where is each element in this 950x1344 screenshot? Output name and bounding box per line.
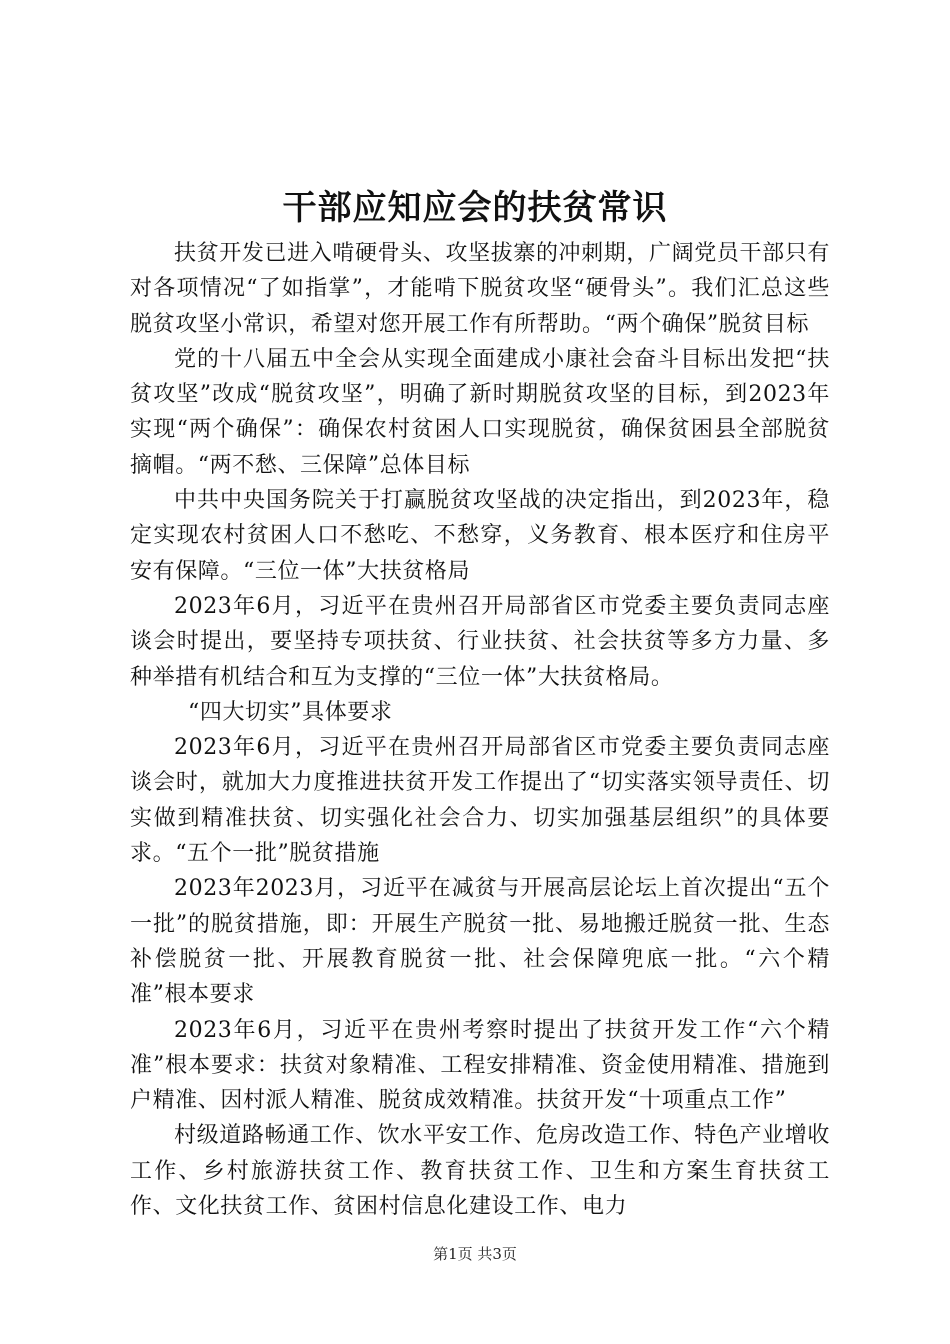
paragraph-three-in-one: 2023年6月，习近平在贵州召开局部省区市党委主要负责同志座谈会时提出，要坚持专项扶贫、行业扶贫、社会扶贫等多方力量、多种举措有机结合和互为支撑的“三位一体”大扶贫格局。 xyxy=(130,593,830,690)
paragraph-two-ensures: 党的十八届五中全会从实现全面建成小康社会奋斗目标出发把“扶贫攻坚”改成“脱贫攻坚”，明确了新时期脱贫攻坚的目标，到2023年实现“两个确保”：确保农村贫困人口实现脱贫，确保贫困县全部脱贫摘帽。“两不愁、三保障”总体目标 xyxy=(130,346,830,478)
paragraph-four-requirements-heading: “四大切实”具体要求 xyxy=(188,699,393,725)
paragraph-four-requirements: 2023年6月，习近平在贵州召开局部省区市党委主要负责同志座谈会时，就加大力度推进扶贫开发工作提出了“切实落实领导责任、切实做到精准扶贫、切实强化社会合力、切实加强基层组织”的具体要求。“五个一批”脱贫措施 xyxy=(130,735,830,867)
document-title: 干部应知应会的扶贫常识 xyxy=(282,188,668,228)
document-body xyxy=(130,236,830,1224)
paragraph-two-no-worries: 中共中央国务院关于打赢脱贫攻坚战的决定指出，到2023年，稳定实现农村贫困人口不愁吃、不愁穿，义务教育、根本医疗和住房平安有保障。“三位一体”大扶贫格局 xyxy=(130,488,830,584)
paragraph-five-batches: 2023年2023月，习近平在减贫与开展高层论坛上首次提出“五个一批”的脱贫措施，即：开展生产脱贫一批、易地搬迁脱贫一批、生态补偿脱贫一批、开展教育脱贫一批、社会保障兜底一批。“六个精准”根本要求 xyxy=(130,876,830,1008)
paragraph-six-precise: 2023年6月，习近平在贵州考察时提出了扶贫开发工作“六个精准”根本要求：扶贫对象精准、工程安排精准、资金使用精准、措施到户精准、因村派人精准、脱贫成效精准。扶贫开发“十项重点工作” xyxy=(130,1017,830,1114)
paragraph-ten-key-tasks: 村级道路畅通工作、饮水平安工作、危房改造工作、特色产业增收工作、乡村旅游扶贫工作、教育扶贫工作、卫生和方案生育扶贫工作、文化扶贫工作、贫困村信息化建设工作、电力 xyxy=(130,1123,830,1220)
paragraph-intro: 扶贫开发已进入啃硬骨头、攻坚拔寨的冲刺期，广阔党员干部只有对各项情况“了如指掌”，才能啃下脱贫攻坚“硬骨头”。我们汇总这些脱贫攻坚小常识，希望对您开展工作有所帮助。“两个确保”脱贫目标 xyxy=(130,241,830,337)
page-number-footer: 第1页 共3页 xyxy=(433,1245,517,1263)
